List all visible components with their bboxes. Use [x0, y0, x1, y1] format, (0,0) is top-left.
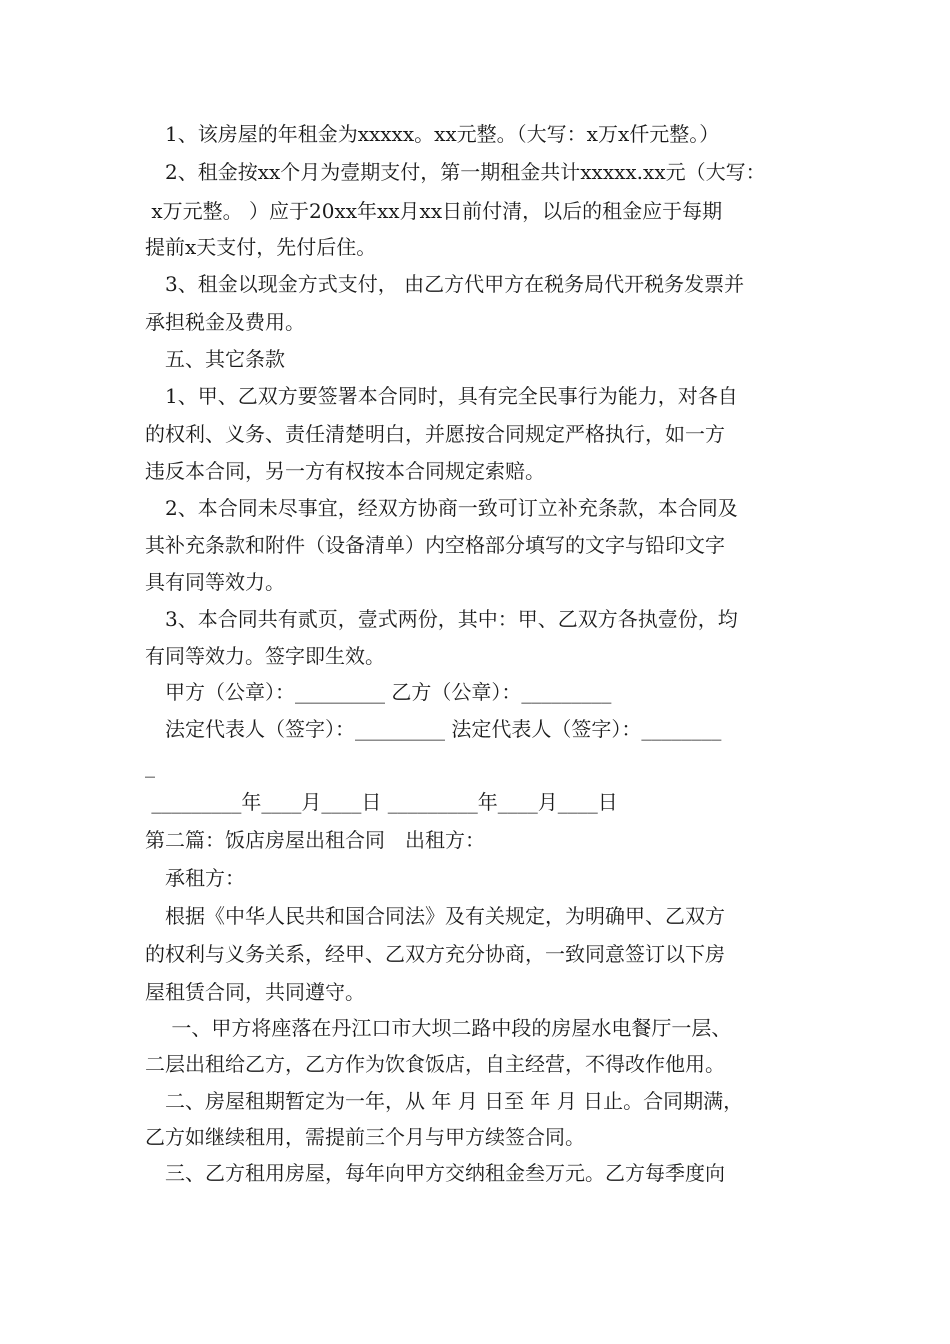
signature-line: _ — [145, 754, 155, 778]
text-line: 1、该房屋的年租金为xxxxx。xx元整。（大写：x万x仟元整。） — [165, 122, 720, 146]
text-line: 二层出租给乙方，乙方作为饮食饭店，自主经营，不得改作他用。 — [145, 1052, 725, 1076]
text-line: 1、甲、乙双方要签署本合同时，具有完全民事行为能力，对各自 — [165, 384, 738, 408]
text-line: 2、租金按xx个月为壹期支付，第一期租金共计xxxxx.xx元（大写： — [165, 160, 766, 184]
text-line: 承租方： — [165, 866, 245, 890]
text-line: 有同等效力。签字即生效。 — [145, 644, 385, 668]
section-heading: 五、其它条款 — [165, 347, 285, 371]
text-line: 承担税金及费用。 — [145, 310, 305, 334]
text-line: 提前x天支付，先付后住。 — [145, 235, 377, 259]
text-line: 的权利、义务、责任清楚明白，并愿按合同规定严格执行，如一方 — [145, 422, 725, 446]
text-line: 违反本合同，另一方有权按本合同规定索赔。 — [145, 459, 545, 483]
text-line: 具有同等效力。 — [145, 570, 285, 594]
text-line: 的权利与义务关系，经甲、乙双方充分协商，一致同意签订以下房 — [145, 942, 725, 966]
text-line: x万元整。 ）应于20xx年xx月xx日前付清，以后的租金应于每期 — [145, 199, 723, 223]
text-line: 其补充条款和附件（设备清单）内空格部分填写的文字与铅印文字 — [145, 533, 725, 557]
text-line: 根据《中华人民共和国合同法》及有关规定，为明确甲、乙双方 — [165, 904, 725, 928]
section-heading: 第二篇：饭店房屋出租合同 出租方： — [145, 828, 485, 852]
signature-line: 法定代表人（签字）：_________ 法定代表人（签字）：________ — [165, 717, 722, 741]
text-line: 乙方如继续租用，需提前三个月与甲方续签合同。 — [145, 1125, 585, 1149]
text-line: 一、甲方将座落在丹江口市大坝二路中段的房屋水电餐厅一层、 — [165, 1016, 732, 1040]
text-line: 2、本合同未尽事宜，经双方协商一致可订立补充条款，本合同及 — [165, 496, 738, 520]
signature-line: 甲方（公章）：_________ 乙方（公章）：_________ — [165, 680, 612, 704]
date-line: _________年____月____日 _________年____月____日 — [145, 790, 618, 814]
text-line: 3、租金以现金方式支付， 由乙方代甲方在税务局代开税务发票并 — [165, 272, 745, 296]
text-line: 屋租赁合同，共同遵守。 — [145, 980, 365, 1004]
text-line: 二、房屋租期暂定为一年，从 年 月 日至 年 月 日止。合同期满， — [165, 1089, 744, 1113]
text-line: 3、本合同共有贰页，壹式两份，其中：甲、乙双方各执壹份，均 — [165, 607, 738, 631]
text-line: 三、乙方租用房屋，每年向甲方交纳租金叁万元。乙方每季度向 — [165, 1161, 725, 1185]
